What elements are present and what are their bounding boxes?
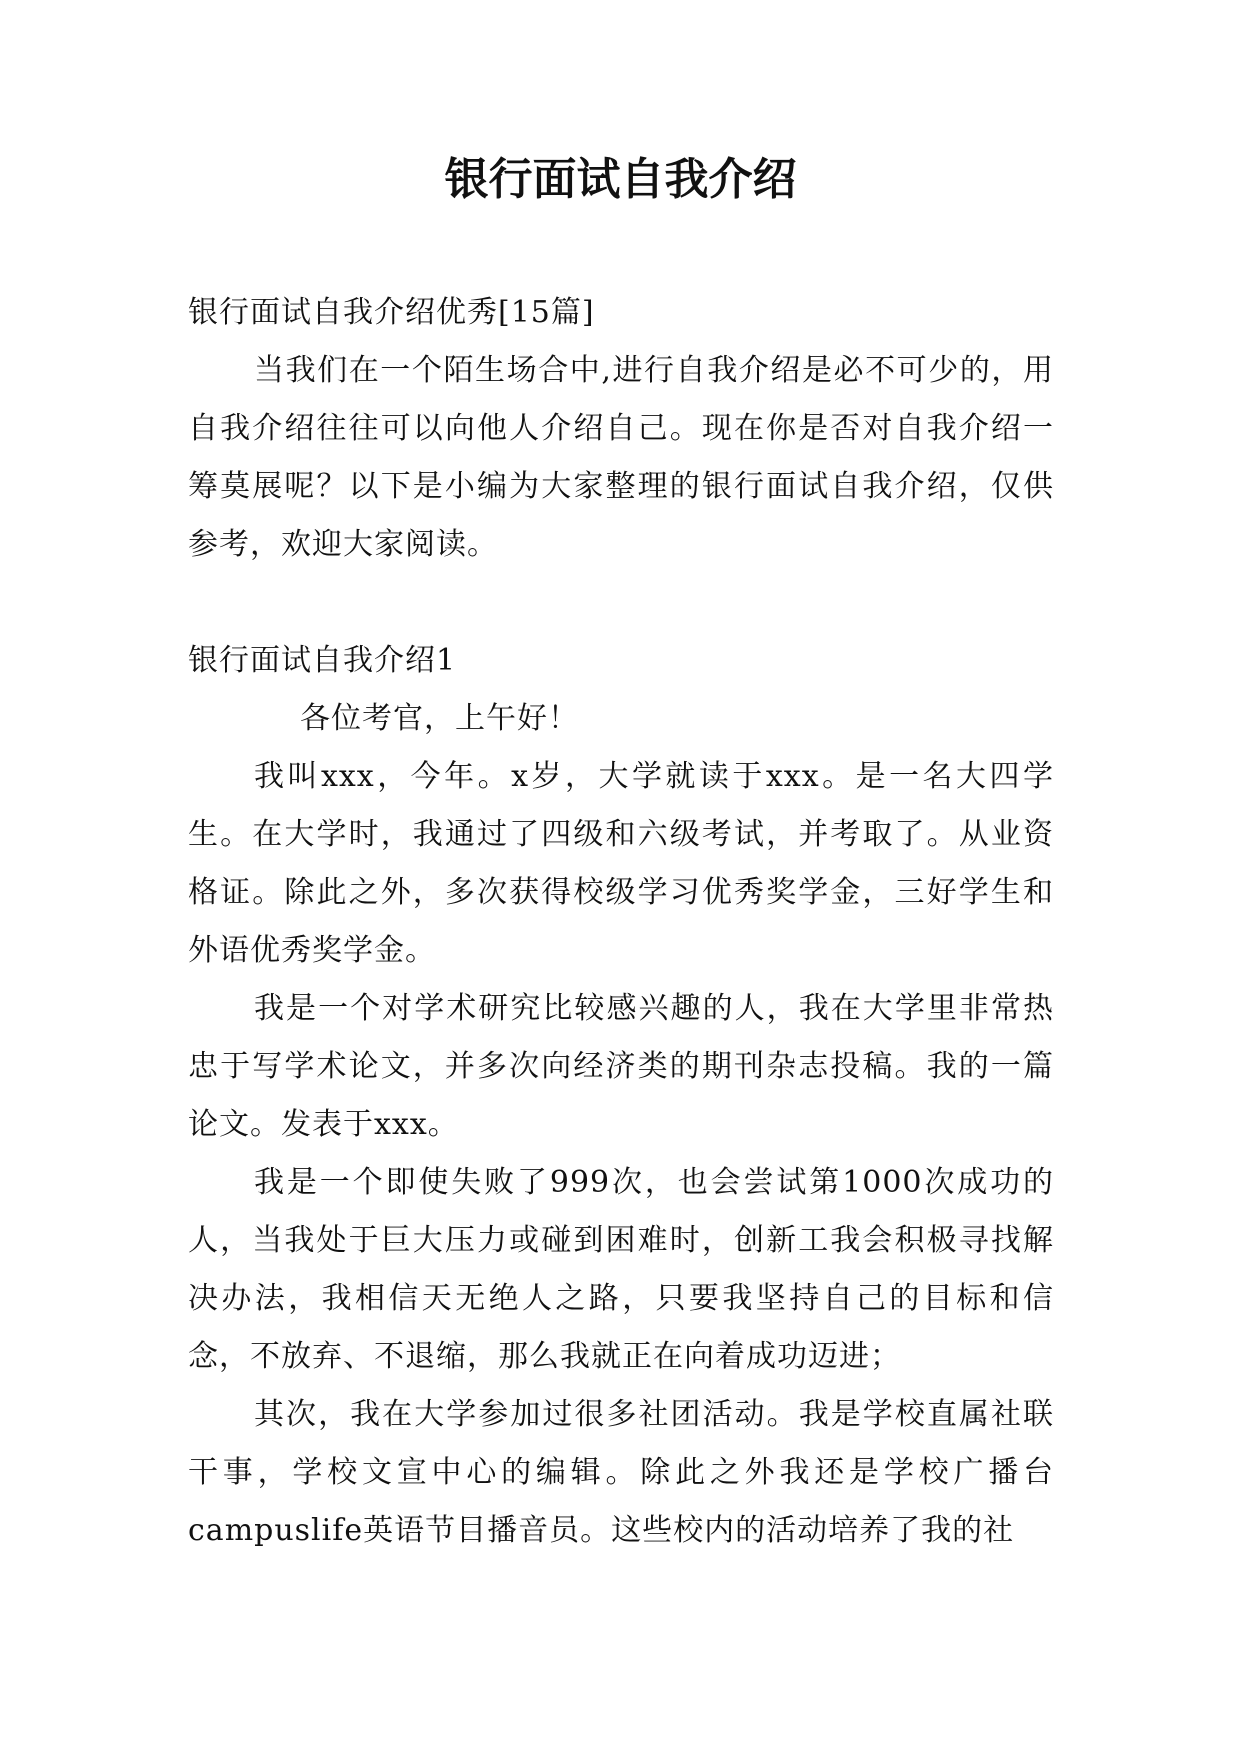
section-heading: 银行面试自我介绍1 <box>188 643 457 678</box>
document-subtitle: 银行面试自我介绍优秀[15篇] <box>188 295 595 330</box>
document-body <box>188 284 1054 1560</box>
intro-paragraph: 当我们在一个陌生场合中,进行自我介绍是必不可少的，用自我介绍往往可以向他人介绍自己。现在你是否对自我介绍一筹莫展呢？以下是小编为大家整理的银行面试自我介绍，仅供参考，欢迎大家阅读。 <box>188 353 1054 562</box>
body-paragraph: 我叫xxx，今年。x岁，大学就读于xxx。是一名大四学生。在大学时，我通过了四级和六级考试，并考取了。从业资格证。除此之外，多次获得校级学习优秀奖学金，三好学生和外语优秀奖学金。 <box>188 759 1054 968</box>
body-paragraph: 其次，我在大学参加过很多社团活动。我是学校直属社联干事，学校文宣中心的编辑。除此之外我还是学校广播台campuslife英语节目播音员。这些校内的活动培养了我的社 <box>188 1397 1054 1548</box>
greeting-line: 各位考官，上午好！ <box>300 701 579 736</box>
body-paragraph: 我是一个对学术研究比较感兴趣的人，我在大学里非常热忠于写学术论文，并多次向经济类的期刊杂志投稿。我的一篇论文。发表于xxx。 <box>188 991 1054 1142</box>
paragraph-spacer <box>188 574 1054 632</box>
document-title: 银行面试自我介绍 <box>444 154 797 205</box>
body-paragraph: 我是一个即使失败了999次，也会尝试第1000次成功的人，当我处于巨大压力或碰到困难时，创新工我会积极寻找解决办法，我相信天无绝人之路，只要我坚持自己的目标和信念，不放弃、不退缩，那么我就正在向着成功迈进； <box>188 1165 1054 1374</box>
